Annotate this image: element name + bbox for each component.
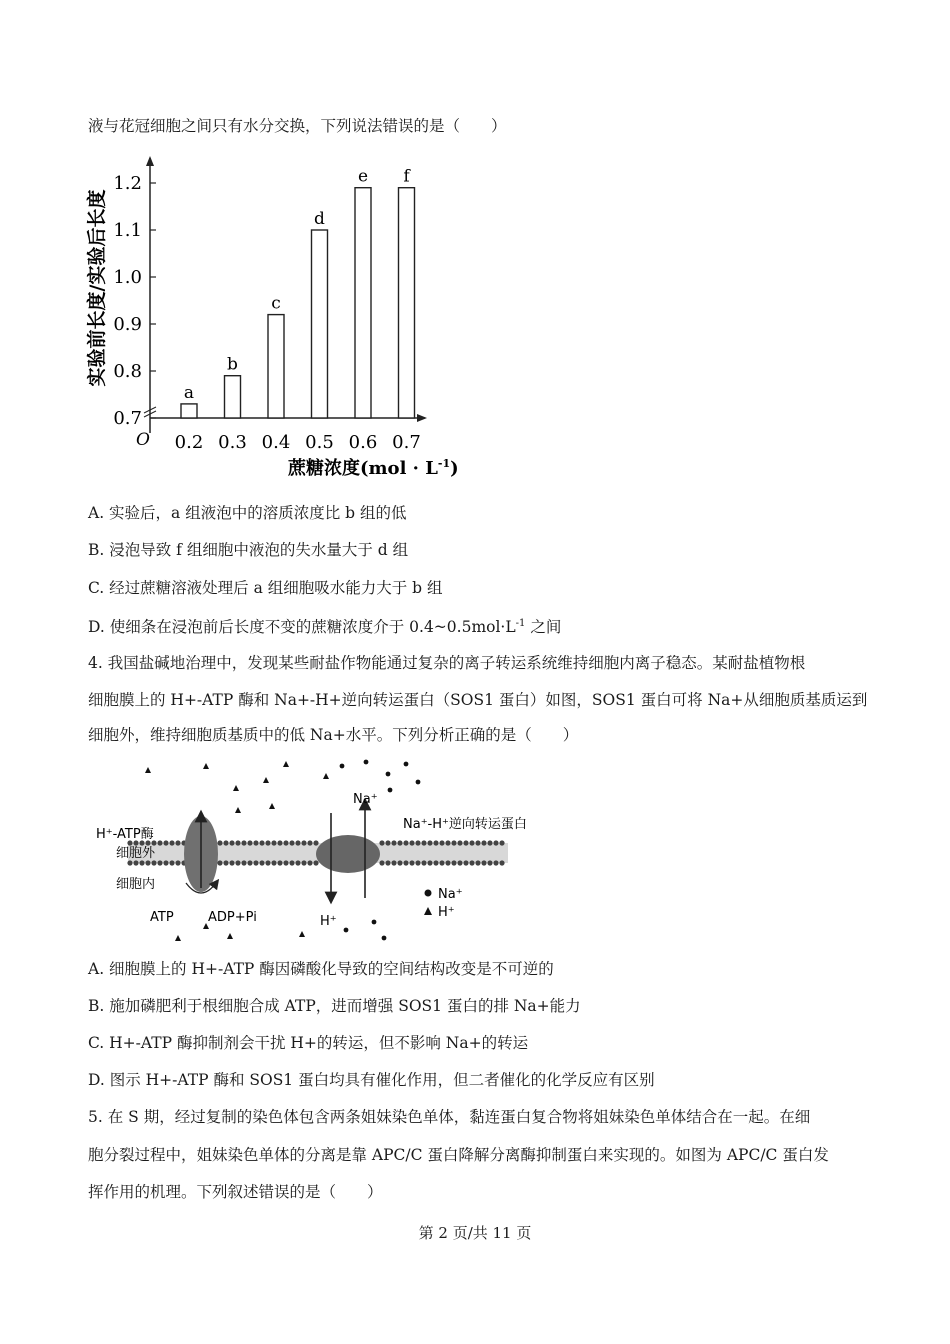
bar (268, 315, 284, 418)
x-axis-arrow (417, 414, 427, 422)
y-tick-label: 0.7 (113, 408, 142, 429)
origin-label: O (136, 430, 150, 450)
h-bottom-label: H⁺ (320, 914, 337, 929)
q4-option-a: A. 细胞膜上的 H+-ATP 酶因磷酸化导致的空间结构改变是不可逆的 (88, 960, 554, 978)
y-axis-label: 实验前长度/实验后长度 (86, 189, 108, 387)
q3-option-b: B. 浸泡导致 f 组细胞中液泡的失水量大于 d 组 (88, 541, 409, 559)
q4-option-d: D. 图示 H+-ATP 酶和 SOS1 蛋白均具有催化作用，但二者催化的化学反应有区别 (88, 1071, 655, 1089)
x-axis-label: 蔗糖浓度$(mol \cdot L^{-1})$ (288, 457, 459, 479)
bar (312, 230, 328, 418)
y-tick-label: 0.9 (113, 314, 142, 335)
atp-label: ATP (150, 910, 174, 925)
q3-option-c: C. 经过蔗糖溶液处理后 a 组细胞吸水能力大于 b 组 (88, 579, 443, 597)
legend-h: H⁺ (438, 905, 455, 920)
bar (181, 404, 197, 418)
x-tick-label: 0.5 (305, 432, 334, 453)
membrane-transport-diagram (88, 758, 568, 948)
page-footer: 第 2 页/共 11 页 (418, 1224, 532, 1242)
q4-option-b: B. 施加磷肥利于根细胞合成 ATP，进而增强 SOS1 蛋白的排 Na+能力 (88, 997, 581, 1015)
bar (225, 376, 241, 418)
q3-option-d: D. 使细条在浸泡前后长度不变的蔗糖浓度介于 $0.4\sim 0.5mol\cdot L^{-1}$ 之间 (88, 618, 562, 637)
bar (355, 188, 371, 418)
inside-label: 细胞内 (116, 877, 156, 892)
x-tick-label: 0.4 (261, 432, 291, 453)
y-axis-arrow (146, 156, 154, 166)
bar-label: a (183, 382, 195, 403)
question-3-intro: 液与花冠细胞之间只有水分交换，下列说法错误的是（ ） (88, 117, 507, 135)
y-tick-label: 1.1 (113, 220, 142, 241)
bar-label: e (357, 166, 369, 187)
q4-stem-line-1: 4. 我国盐碱地治理中，发现某些耐盐作物能通过复杂的离子转运系统维持细胞内离子稳态。某耐盐植物根 (88, 654, 806, 672)
x-tick-label: 0.2 (174, 432, 204, 453)
q3-option-a: A. 实验后，a 组液泡中的溶质浓度比 b 组的低 (88, 504, 407, 522)
outside-label: 细胞外 (116, 846, 156, 861)
q5-stem-line-3: 挥作用的机理。下列叙述错误的是（ ） (88, 1183, 383, 1201)
legend-na: Na⁺ (438, 887, 463, 902)
bar (399, 188, 415, 418)
x-tick-label: 0.6 (348, 432, 378, 453)
y-tick-label: 0.8 (113, 361, 142, 382)
pump-label: H⁺-ATP酶 (96, 827, 154, 842)
x-tick-label: 0.7 (392, 432, 421, 453)
antiporter-protein (316, 835, 380, 873)
y-tick-label: 1.0 (113, 267, 142, 288)
q5-stem-line-2: 胞分裂过程中，姐妹染色单体的分离是靠 APC/C 蛋白降解分离酶抑制蛋白来实现的。如图为 APC/C 蛋白发 (88, 1146, 829, 1164)
q4-stem-line-3: 细胞外，维持细胞质基质中的低 Na+水平。下列分析正确的是（ ） (88, 726, 579, 744)
bar-label: b (227, 354, 238, 375)
q4-stem-line-2: 细胞膜上的 H+-ATP 酶和 Na+-H+逆向转运蛋白（SOS1 蛋白）如图，SOS1 蛋白可将 Na+从细胞质基质运到 (88, 691, 868, 709)
bar-label: d (314, 209, 325, 229)
na-top-label: Na⁺ (353, 792, 378, 807)
bar-label: c (271, 293, 281, 314)
q4-option-c: C. H+-ATP 酶抑制剂会干扰 H+的转运，但不影响 Na+的转运 (88, 1034, 529, 1052)
q5-stem-line-1: 5. 在 S 期，经过复制的染色体包含两条姐妹染色单体，黏连蛋白复合物将姐妹染色单体结合在一起。在细 (88, 1108, 811, 1126)
bar-chart (80, 148, 480, 488)
x-tick-label: 0.3 (218, 432, 247, 453)
y-tick-label: 1.2 (113, 173, 142, 194)
antiporter-label: Na⁺-H⁺逆向转运蛋白 (403, 817, 527, 832)
adp-label: ADP+Pi (208, 910, 257, 925)
bar-label: f (403, 166, 410, 187)
